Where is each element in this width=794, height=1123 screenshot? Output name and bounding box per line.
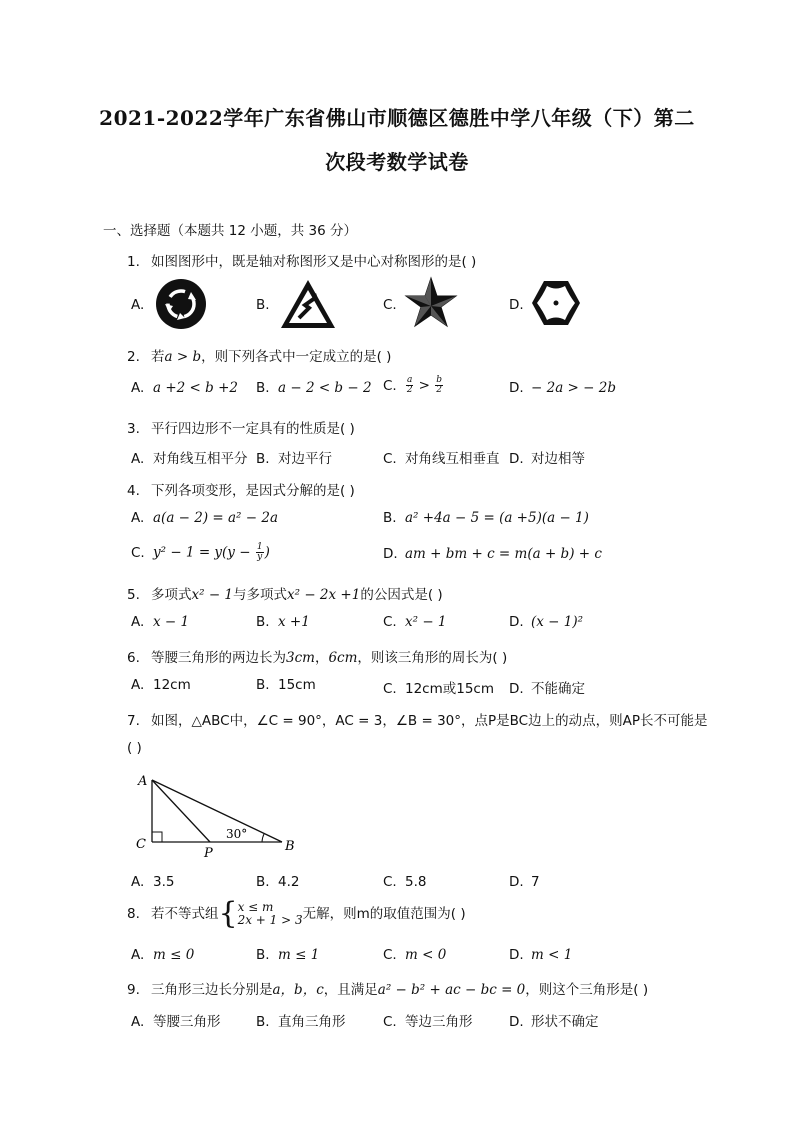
option-b: B. <box>256 297 270 313</box>
question-2: 2. 若a > b，则下列各式中一定成立的是( ) <box>127 349 392 365</box>
question-7-continuation: ( ) <box>127 740 142 756</box>
question-5: 5. 多项式x² − 1与多项式x² − 2x +1的公因式是( ) <box>127 587 443 603</box>
option-d: D. <box>509 297 524 313</box>
option-c: C. m < 0 <box>383 947 447 963</box>
option-b: B. m ≤ 1 <box>256 947 320 963</box>
question-8: 8. 若不等式组{ x ≤ m 2x + 1 > 3 无解，则m的取值范围为( ) <box>127 896 466 931</box>
option-c: C. 对角线互相垂直 <box>383 451 500 467</box>
option-a: A. a +2 < b +2 <box>131 380 238 396</box>
option-c: C. <box>383 297 397 313</box>
triangle-figure <box>130 768 300 860</box>
option-a: A. 12cm <box>131 677 191 693</box>
svg-text:A: A <box>138 774 148 789</box>
option-d: D. (x − 1)² <box>509 614 584 630</box>
option-c: C. 12cm或15cm <box>383 681 495 697</box>
recycle-circle-icon <box>155 278 207 330</box>
option-c: C. $\frac{a}{2}$ > $\frac{b}{2}$ <box>383 375 443 395</box>
option-b: B. 15cm <box>256 677 316 693</box>
option-c: C. 等边三角形 <box>383 1014 473 1030</box>
svg-text:C: C <box>136 837 146 852</box>
option-d: D. am + bm + c = m(a + b) + c <box>383 546 602 562</box>
option-d: D. 7 <box>509 874 540 890</box>
question-6: 6. 等腰三角形的两边长为3cm，6cm，则该三角形的周长为( ) <box>127 650 508 666</box>
option-d: D. m < 1 <box>509 947 573 963</box>
option-d: D. − 2a > − 2b <box>509 380 616 396</box>
title-line-1: 2021-2022学年广东省佛山市顺德区德胜中学八年级（下）第二 <box>99 106 695 130</box>
option-d: D. 对边相等 <box>509 451 585 467</box>
option-c: C. 5.8 <box>383 874 427 890</box>
option-a: A. <box>131 297 145 313</box>
section-header: 一、选择题（本题共 12 小题，共 36 分） <box>103 223 358 239</box>
title-line-2: 次段考数学试卷 <box>325 150 469 174</box>
question-4: 4. 下列各项变形，是因式分解的是( ) <box>127 483 355 499</box>
option-b: B. 4.2 <box>256 874 300 890</box>
option-d: D. 不能确定 <box>509 681 585 697</box>
question-text: 如图图形中，既是轴对称图形又是中心对称图形的是( ) <box>151 254 477 270</box>
option-c: C. x² − 1 <box>383 614 447 630</box>
option-a: A. m ≤ 0 <box>131 947 195 963</box>
option-b: B. x +1 <box>256 614 310 630</box>
option-b: B. a − 2 < b − 2 <box>256 380 372 396</box>
warning-sign-icon <box>279 278 337 330</box>
question-number: 1. <box>127 254 140 270</box>
hexagon-icon <box>531 279 581 327</box>
question-7: 7. 如图，△ABC中，∠C = 90°，AC = 3，∠B = 30°，点P是BC边上的动点，则AP长不可能是 <box>127 713 708 729</box>
option-b: B. 直角三角形 <box>256 1014 346 1030</box>
star-icon <box>404 276 458 330</box>
option-a: A. 3.5 <box>131 874 175 890</box>
option-b: B. a² +4a − 5 = (a +5)(a − 1) <box>383 510 589 526</box>
svg-text:30°: 30° <box>226 827 248 841</box>
svg-text:P: P <box>204 846 213 860</box>
option-b: B. 对边平行 <box>256 451 332 467</box>
question-9: 9. 三角形三边长分别是a，b，c，且满足a² − b² + ac − bc = 0，则这个三角形是( ) <box>127 982 649 998</box>
option-d: D. 形状不确定 <box>509 1014 599 1030</box>
option-a: A. 等腰三角形 <box>131 1014 221 1030</box>
option-c: C. y² − 1 = y(y − $\frac{1}{y}$ ) <box>131 542 270 562</box>
option-a: A. 对角线互相平分 <box>131 451 248 467</box>
svg-text:B: B <box>285 839 295 854</box>
option-a: A. a(a − 2) = a² − 2a <box>131 510 279 526</box>
question-1 <box>127 250 476 270</box>
option-a: A. x − 1 <box>131 614 190 630</box>
question-3: 3. 平行四边形不一定具有的性质是( ) <box>127 421 355 437</box>
